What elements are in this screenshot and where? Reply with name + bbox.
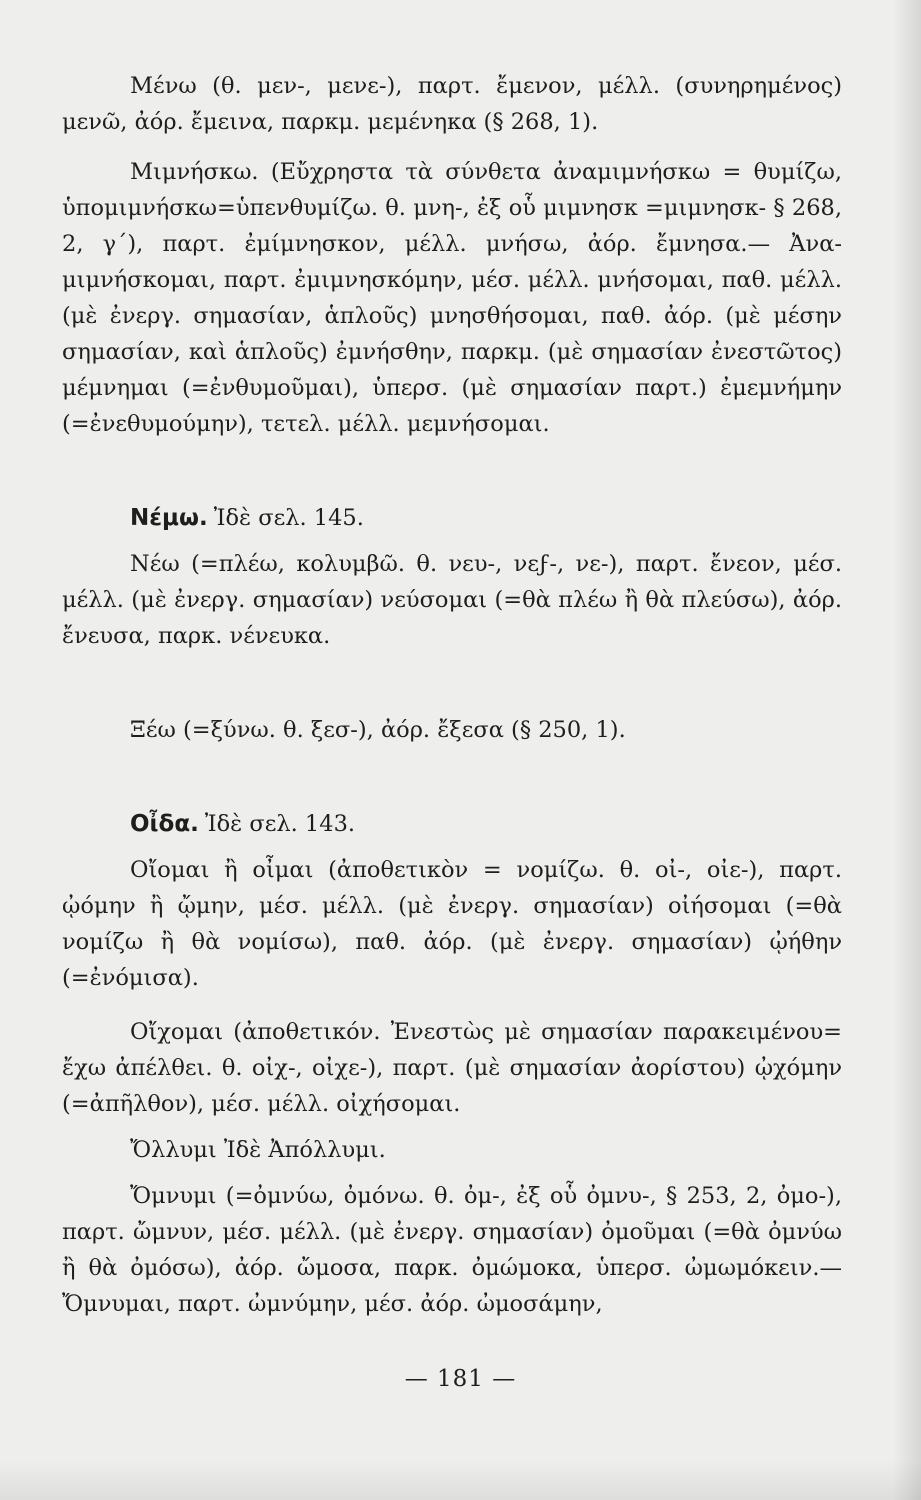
entry-headword: Οἶδα. [130, 811, 199, 837]
entry-nemo [62, 500, 842, 536]
entry-neo [62, 546, 842, 654]
entry-text: Οἴομαι ἢ οἶμαι (ἀποθετικὸν = νομίζω. θ. οἰ-, οἰε-), παρτ. ᾠόμην ἢ ᾤμην, μέσ. μέλλ. (μὲ ἐνεργ. σημασίαν) οἰήσομαι (=θὰ νομίζω ἢ θὰ νομίσω), παθ. ἀόρ. (μὲ ἐνεργ. σημασίαν) ᾠήθην (=ἐνόμισα). [62, 857, 842, 991]
entry-text: Ξέω (=ξύνω. θ. ξεσ-), ἀόρ. ἔξεσα (§ 250, 1). [130, 717, 626, 743]
entry-ollymi [62, 1132, 842, 1168]
entry-text: Ὄλλυμι Ἰδὲ Ἀπόλλυμι. [130, 1137, 386, 1163]
entry-line [62, 500, 842, 536]
entry-oida [62, 806, 842, 842]
entry-text: Νέω (=πλέω, κολυμβῶ. θ. νευ-, νεϝ-, νε-), παρτ. ἔνεον, μέσ. μέλλ. (μὲ ἐνεργ. σημασίαν) νεύσομαι (=θὰ πλέω ἢ θὰ πλεύσω), ἀόρ. ἔνευσα, παρκ. νένευκα. [62, 551, 842, 649]
cross-reference: Ἰδὲ σελ. 143. [204, 811, 356, 837]
page-bottom-shadow [0, 1460, 921, 1500]
dictionary-page-body [62, 52, 842, 1322]
entry-xeo [62, 712, 842, 748]
entry-headword: Νέμω. [130, 505, 208, 531]
entry-text: Μένω (θ. μεν-, μενε-), παρτ. ἔμενον, μέλλ. (συνηρημένος) μενῶ, ἀόρ. ἔμεινα, παρκμ. μεμένηκα (§ 268, 1). [62, 73, 842, 135]
entry-line [62, 806, 842, 842]
entry-text: Οἴχομαι (ἀποθετικόν. Ἐνεστὼς μὲ σημασίαν παρακειμένου= ἔχω ἀπέλθει. θ. οἰχ-, οἰχε-), παρτ. (μὲ σημασίαν ἀορίστου) ᾠχόμην (=ἀπῆλθον), μέσ. μέλλ. οἰχήσομαι. [62, 1019, 842, 1117]
entry-mimnisko [62, 154, 842, 442]
page-edge-shadow [893, 0, 921, 1500]
entry-oichomai [62, 1014, 842, 1122]
entry-text: Ὄμνυμι (=ὀμνύω, ὀμόνω. θ. ὀμ-, ἐξ οὗ ὀμνυ-, § 253, 2, ὀμο-), παρτ. ὤμνυν, μέσ. μέλλ. (μὲ ἐνεργ. σημασίαν) ὀμοῦμαι (=θὰ ὀμνύω ἢ θὰ ὀμόσω), ἀόρ. ὤμοσα, παρκ. ὀμώμοκα, ὑπερσ. ὠμωμόκειν.— Ὄμνυμαι, παρτ. ὠμνύμην, μέσ. ἀόρ. ὠμοσάμην, [62, 1183, 842, 1317]
entry-omnymi [62, 1178, 842, 1322]
entry-meno [62, 68, 842, 140]
entry-text: Μιμνήσκω. (Εὔχρηστα τὰ σύνθετα ἀναμιμνήσκω = θυμίζω, ὑπομιμνήσκω=ὑπενθυμίζω. θ. μνη-, ἐξ οὗ μιμνησκ =μιμνησκ- § 268, 2, γ΄), παρτ. ἐμίμνησκον, μέλλ. μνήσω, ἀόρ. ἔμνησα.— Ἀνα-μιμνήσκομαι, παρτ. ἐμιμνησκόμην, μέσ. μέλλ. μνήσομαι, παθ. μέλλ. (μὲ ἐνεργ. σημασίαν, ἁπλοῦς) μνησθήσομαι, παθ. ἀόρ. (μὲ μέσην σημασίαν, καὶ ἁπλοῦς) ἐμνήσθην, παρκμ. (μὲ σημασίαν ἐνεστῶτος) μέμνημαι (=ἐνθυμοῦμαι), ὑπερσ. (μὲ σημασίαν παρτ.) ἐμεμνήμην (=ἐνεθυμούμην), τετελ. μέλλ. μεμνήσομαι. [62, 159, 842, 437]
cross-reference: Ἰδὲ σελ. 145. [213, 505, 364, 531]
entry-oiomai [62, 852, 842, 996]
page-number: — 181 — [404, 1366, 517, 1392]
